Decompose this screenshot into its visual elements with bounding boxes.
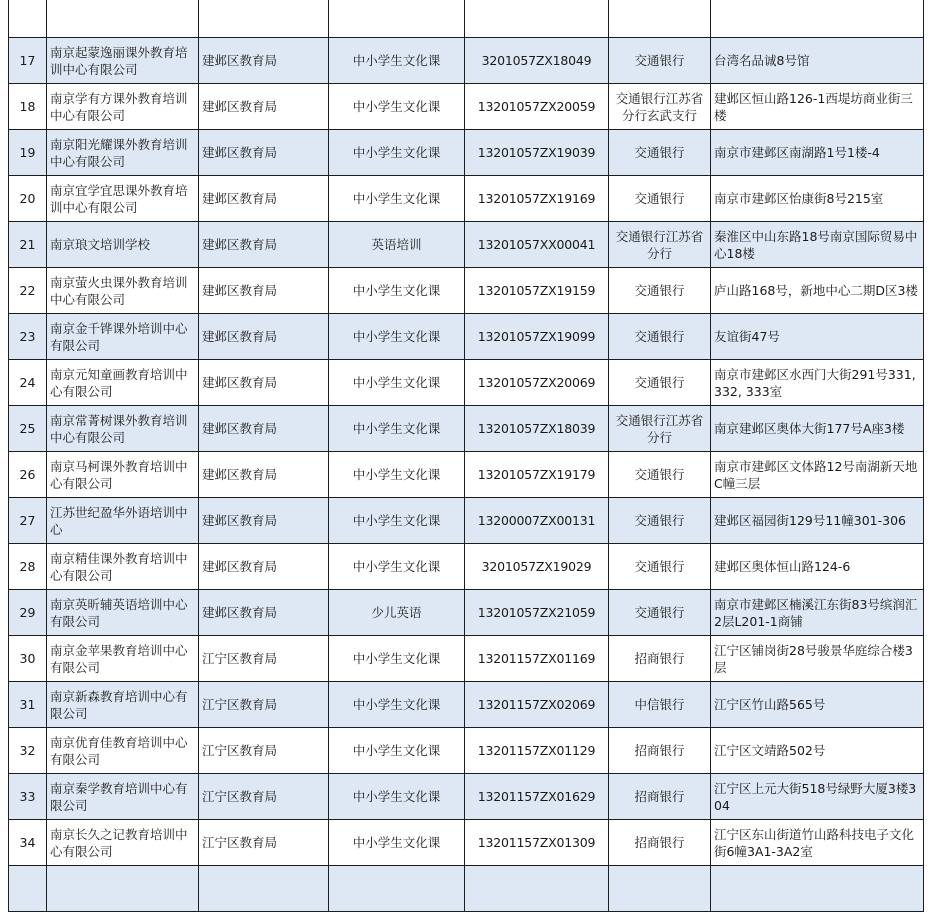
training-type-cell: 中小学生文化课 [329,636,465,682]
deposit-bank-cell: 交通银行 [609,590,711,636]
address-cell: 秦淮区中山东路18号南京国际贸易中心18楼 [711,222,924,268]
institution-name-cell: 南京新森教育培训中心有限公司 [47,682,199,728]
approving-authority-cell: 建邺区教育局 [199,406,329,452]
row-number-cell: 25 [9,406,47,452]
training-type-cell: 中小学生文化课 [329,406,465,452]
address-cell: 江宁区东山街道竹山路科技电子文化街6幢3A1-3A2室 [711,820,924,866]
institution-name-cell: 南京萤火虫课外教育培训中心有限公司 [47,268,199,314]
address-cell: 南京市建邺区水西门大街291号331, 332, 333室 [711,360,924,406]
table-row [9,590,924,636]
deposit-bank-cell [609,0,711,38]
row-number-cell: 17 [9,38,47,84]
institution-name-cell: 南京琅文培训学校 [47,222,199,268]
approving-authority-cell [199,866,329,912]
address-cell [711,0,924,38]
institution-name-cell: 南京阳光耀课外教育培训中心有限公司 [47,130,199,176]
license-number-cell: 13201057ZX20059 [465,84,609,130]
deposit-bank-cell: 交通银行江苏省分行 [609,222,711,268]
institution-name-cell: 南京优育佳教育培训中心有限公司 [47,728,199,774]
table-body [9,0,924,912]
institution-name-cell: 南京金苹果教育培训中心有限公司 [47,636,199,682]
row-number-cell: 29 [9,590,47,636]
table-row [9,406,924,452]
address-cell: 南京建邺区奥体大街177号A座3楼 [711,406,924,452]
training-type-cell: 中小学生文化课 [329,360,465,406]
license-number-cell: 13201057ZX21059 [465,590,609,636]
row-number-cell: 19 [9,130,47,176]
approving-authority-cell: 建邺区教育局 [199,498,329,544]
table-row [9,544,924,590]
training-type-cell: 中小学生文化课 [329,682,465,728]
approving-authority-cell: 建邺区教育局 [199,544,329,590]
deposit-bank-cell: 招商银行 [609,820,711,866]
approving-authority-cell: 建邺区教育局 [199,268,329,314]
table-row [9,820,924,866]
address-cell: 庐山路168号，新地中心二期D区3楼 [711,268,924,314]
row-number-cell: 32 [9,728,47,774]
approving-authority-cell: 建邺区教育局 [199,176,329,222]
deposit-bank-cell: 交通银行 [609,38,711,84]
institution-name-cell: 南京常菁树课外教育培训中心有限公司 [47,406,199,452]
deposit-bank-cell: 交通银行 [609,176,711,222]
table-row [9,452,924,498]
license-number-cell: 3201057ZX18049 [465,38,609,84]
license-number-cell: 13201157ZX01309 [465,820,609,866]
address-cell: 建邺区福园街129号11幢301-306 [711,498,924,544]
table-row [9,774,924,820]
license-number-cell: 13200007ZX00131 [465,498,609,544]
training-type-cell [329,0,465,38]
approving-authority-cell: 建邺区教育局 [199,452,329,498]
deposit-bank-cell: 交通银行 [609,498,711,544]
table-row [9,130,924,176]
institution-name-cell [47,0,199,38]
table-row [9,728,924,774]
deposit-bank-cell: 中信银行 [609,682,711,728]
address-cell: 南京市建邺区怡康街8号215室 [711,176,924,222]
training-type-cell [329,866,465,912]
institution-name-cell: 南京长久之记教育培训中心有限公司 [47,820,199,866]
deposit-bank-cell: 交通银行江苏省分行玄武支行 [609,84,711,130]
approving-authority-cell: 江宁区教育局 [199,820,329,866]
institution-name-cell [47,866,199,912]
institution-name-cell: 南京精佳课外教育培训中心有限公司 [47,544,199,590]
row-number-cell: 22 [9,268,47,314]
license-number-cell: 13201157ZX02069 [465,682,609,728]
table-row [9,268,924,314]
address-cell [711,866,924,912]
row-number-cell: 24 [9,360,47,406]
address-cell: 南京市建邺区楠溪江东街83号缤润汇2层L201-1商铺 [711,590,924,636]
table-row [9,314,924,360]
license-number-cell: 13201057ZX19099 [465,314,609,360]
row-number-cell: 34 [9,820,47,866]
address-cell: 江宁区竹山路565号 [711,682,924,728]
training-type-cell: 中小学生文化课 [329,314,465,360]
approving-authority-cell: 建邺区教育局 [199,590,329,636]
table-row [9,176,924,222]
table-row [9,0,924,38]
deposit-bank-cell: 交通银行江苏省分行 [609,406,711,452]
deposit-bank-cell: 招商银行 [609,636,711,682]
row-number-cell: 27 [9,498,47,544]
institution-name-cell: 南京金千铧课外培训中心有限公司 [47,314,199,360]
deposit-bank-cell: 交通银行 [609,452,711,498]
institution-name-cell: 南京学有方课外教育培训中心有限公司 [47,84,199,130]
approving-authority-cell: 建邺区教育局 [199,314,329,360]
license-number-cell: 13201057ZX19179 [465,452,609,498]
deposit-bank-cell: 招商银行 [609,774,711,820]
training-type-cell: 英语培训 [329,222,465,268]
deposit-bank-cell: 交通银行 [609,360,711,406]
approving-authority-cell: 建邺区教育局 [199,84,329,130]
institution-name-cell: 南京元知童画教育培训中心有限公司 [47,360,199,406]
approving-authority-cell: 建邺区教育局 [199,130,329,176]
training-type-cell: 中小学生文化课 [329,268,465,314]
training-type-cell: 少儿英语 [329,590,465,636]
institution-name-cell: 南京马柯课外教育培训中心有限公司 [47,452,199,498]
license-number-cell: 13201057ZX19159 [465,268,609,314]
row-number-cell: 31 [9,682,47,728]
row-number-cell [9,0,47,38]
deposit-bank-cell: 交通银行 [609,544,711,590]
license-number-cell [465,0,609,38]
approving-authority-cell: 江宁区教育局 [199,682,329,728]
license-number-cell: 3201057ZX19029 [465,544,609,590]
training-type-cell: 中小学生文化课 [329,498,465,544]
row-number-cell: 33 [9,774,47,820]
table-viewport [8,0,923,859]
institution-name-cell: 江苏世纪盈华外语培训中心 [47,498,199,544]
table-row [9,682,924,728]
address-cell: 江宁区文靖路502号 [711,728,924,774]
institution-name-cell: 南京英昕辅英语培训中心有限公司 [47,590,199,636]
training-type-cell: 中小学生文化课 [329,38,465,84]
license-number-cell: 13201057ZX19039 [465,130,609,176]
deposit-bank-cell [609,866,711,912]
table-row [9,866,924,912]
approving-authority-cell [199,0,329,38]
training-type-cell: 中小学生文化课 [329,774,465,820]
license-number-cell [465,866,609,912]
training-type-cell: 中小学生文化课 [329,452,465,498]
address-cell: 南京市建邺区文体路12号南湖新天地C幢三层 [711,452,924,498]
license-number-cell: 13201157ZX01169 [465,636,609,682]
table-row [9,636,924,682]
license-number-cell: 13201157ZX01129 [465,728,609,774]
address-cell: 建邺区恒山路126-1西堤坊商业街三楼 [711,84,924,130]
deposit-bank-cell: 交通银行 [609,130,711,176]
address-cell: 台湾名品诚8号馆 [711,38,924,84]
approving-authority-cell: 建邺区教育局 [199,38,329,84]
training-type-cell: 中小学生文化课 [329,820,465,866]
address-cell: 南京市建邺区南湖路1号1楼-4 [711,130,924,176]
table-row [9,222,924,268]
institution-name-cell: 南京宜学宜思课外教育培训中心有限公司 [47,176,199,222]
row-number-cell: 18 [9,84,47,130]
training-type-cell: 中小学生文化课 [329,544,465,590]
row-number-cell: 30 [9,636,47,682]
license-number-cell: 13201057ZX19169 [465,176,609,222]
table-row [9,84,924,130]
institution-name-cell: 南京秦学教育培训中心有限公司 [47,774,199,820]
training-type-cell: 中小学生文化课 [329,130,465,176]
deposit-bank-cell: 交通银行 [609,268,711,314]
approving-authority-cell: 江宁区教育局 [199,774,329,820]
license-number-cell: 13201057ZX18039 [465,406,609,452]
row-number-cell: 26 [9,452,47,498]
deposit-bank-cell: 交通银行 [609,314,711,360]
approving-authority-cell: 江宁区教育局 [199,728,329,774]
address-cell: 建邺区奥体恒山路124-6 [711,544,924,590]
row-number-cell: 20 [9,176,47,222]
address-cell: 江宁区铺岗街28号骏景华庭综合楼3层 [711,636,924,682]
row-number-cell: 21 [9,222,47,268]
license-number-cell: 13201057XX00041 [465,222,609,268]
table-row [9,498,924,544]
address-cell: 江宁区上元大街518号绿野大厦3楼304 [711,774,924,820]
institution-name-cell: 南京起蒙逸丽课外教育培训中心有限公司 [47,38,199,84]
table-row [9,38,924,84]
approving-authority-cell: 建邺区教育局 [199,222,329,268]
row-number-cell: 28 [9,544,47,590]
address-cell: 友谊街47号 [711,314,924,360]
approving-authority-cell: 江宁区教育局 [199,636,329,682]
license-number-cell: 13201057ZX20069 [465,360,609,406]
training-type-cell: 中小学生文化课 [329,728,465,774]
row-number-cell [9,866,47,912]
row-number-cell: 23 [9,314,47,360]
approving-authority-cell: 建邺区教育局 [199,360,329,406]
training-type-cell: 中小学生文化课 [329,176,465,222]
institution-table [8,0,924,912]
training-type-cell: 中小学生文化课 [329,84,465,130]
table-row [9,360,924,406]
license-number-cell: 13201157ZX01629 [465,774,609,820]
deposit-bank-cell: 招商银行 [609,728,711,774]
